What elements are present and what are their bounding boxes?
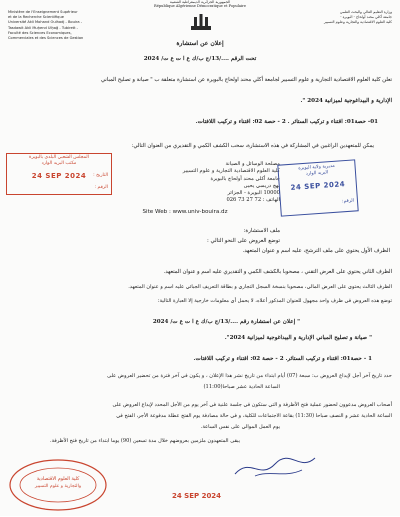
seal-title: كلية العلوم الاقتصادية xyxy=(36,477,80,482)
validity-line: يبقى المتعهدون ملزمين بعروضهم خلال مدة تسعين (90) يوما ابتداء من تاريخ فتح الأظرفة. xyxy=(50,438,240,444)
file-line: توضع العروض على النحو التالي : xyxy=(206,238,280,244)
university-logo-icon xyxy=(190,12,212,32)
header-right-line: كلية العلوم الاقتصادية والتجارية وعلوم التسيير xyxy=(324,20,392,25)
stamp-date-label: التاريخ : xyxy=(93,173,108,178)
stamp-title: مديرية ولاية البويرة xyxy=(298,163,335,172)
envelope-reference: " إعلان عن استشارة رقم ..../13/ج ب/ك ع ا ت ع ت/ 2024 xyxy=(152,319,300,325)
address-line: 10000 البويرة - الجزائر xyxy=(227,190,280,197)
website-link[interactable]: Site Web : www.univ-bouira.dz xyxy=(142,209,228,215)
address-line: مصلحة الوسائل و الصيانة xyxy=(225,161,280,167)
country-fr: République Algérienne Démocratique et Populaire xyxy=(154,4,246,8)
header-left-block xyxy=(8,10,158,41)
date-stamp: 24 SEP 2024 xyxy=(172,492,222,500)
header-left-line: Commerciales et des Sciences de Gestion xyxy=(8,36,84,41)
envelope-lots: 1 - حصة01: اقتناء و تركيب الستائر. 2 - حصة 02: اقتناء و تركيب اللافتات. xyxy=(193,356,372,362)
country-ar: الجمهورية الجزائرية الديمقراطية الشعبية xyxy=(169,0,231,4)
file-line: الظرف الأول يحتوي على ملف الترشح، عليه اسم و عنوان المتعهد. xyxy=(242,248,390,254)
municipal-mail-stamp xyxy=(6,153,112,195)
address-line: الهاتف : 72 27 73 026 xyxy=(226,197,280,204)
withdrawal-address xyxy=(130,161,280,205)
header-left-line: Université Akli Mohand Oulhadj - Bouira - xyxy=(8,20,83,25)
address-line: كلية العلوم الاقتصادية التجارية و علوم التسيير xyxy=(182,168,280,175)
directorate-mail-stamp xyxy=(277,159,358,216)
faculty-seal xyxy=(6,455,110,513)
envelope-subject: " صيانة و تصليح المباني الإدارية و البيداغوجية لميزانية 2024". xyxy=(224,335,372,341)
file-line: الظرف الثاني يحتوي على العرض التقني ، مصحوبا بالكشف الكمي و التقديري عليه اسم و عنوان المتعهد. xyxy=(163,269,392,275)
deadline-line: حدد تاريخ آخر أجل لإيداع العروض ب: سبعة (07) أيام ابتداء من تاريخ نشر هذا الإعلان ، و يكون في آخر فترة من تحضير العروض على xyxy=(107,373,392,379)
header-right-line: جامعة أكلي محند أولحاج - البويرة - xyxy=(340,15,392,20)
deadline-line: الساعة الحادية عشر صباحا(11:00) xyxy=(203,384,280,390)
invitation-text: يمكن للمتعهدين الراغبين في المشاركة في هذه الاستشارة، سحب الكشف الكمي و التقديري من العنوان التالي: xyxy=(131,143,374,149)
header-left-line: Ministère de l'Enseignement Supérieur xyxy=(8,10,78,14)
country-header xyxy=(0,0,400,8)
stamp-subtitle: البريد الوارد xyxy=(305,170,329,177)
file-line: توضع هذه العروض في ظرف واحد مجهول للعنوان المذكور أعلاه، لا يحمل أي معلومات خارجية إلا العبارة التالية: xyxy=(157,298,392,304)
stamp-date: 24 SEP 2024 xyxy=(31,172,87,180)
stamp-subtitle: مكتب البريد الوارد xyxy=(41,161,77,166)
stamp-date: 24 SEP 2024 xyxy=(290,180,346,192)
intro-line: الإدارية و البيداغوجية لميزانية 2024 ". xyxy=(300,98,392,104)
stamp-number-label: الرقم: xyxy=(341,198,355,205)
address-line: جامعة أكلي محند أولحاج بالبويرة xyxy=(210,175,280,182)
header-left-line: et de la Recherche Scientifique xyxy=(8,15,64,20)
opening-line: أصحاب العروض مدعوون لحضور عملية فتح الأظرفة و التي ستكون في جلسة علنية في آخر يوم من الأجل المحدد لإيداع العروض على xyxy=(112,402,392,408)
file-heading: ملف الاستشارة: xyxy=(243,228,280,234)
signature-icon xyxy=(230,452,320,482)
file-line: الظرف الثالث يحتوي على العرض المالي، مصحوبا بنسخة السجل التجاري و بطاقة التعريف الجبائي عليه اسم و عنوان المتعهد. xyxy=(128,284,392,290)
announcement-title: إعلان عن استشارة xyxy=(176,40,224,47)
seal-subtitle: والتجارية و علوم التسيير xyxy=(34,484,82,489)
intro-line: تعلن كلية العلوم الاقتصادية التجارية و علوم التسيير لجامعة أكلي محند اولحاج بالبويرة عن استشارة متعلقة ب " صيانة و تصليح المباني xyxy=(100,77,392,83)
header-left-line: Faculté des Sciences Economiques, xyxy=(8,30,72,35)
opening-line: يوم العمل الموالي على نفس الساعة. xyxy=(200,424,280,430)
reference-number: تحت الرقم ..../13/ج ب/ك ع ا ت ع ت/ 2024 xyxy=(143,56,257,62)
opening-line: الساعة الحادية عشر و النصف صباحا (11:30) بقاعة الاجتماعات للكلية، و في حالة مصادفة يوم الفتح عطلة مدفوعة الأجر، الفتح في xyxy=(116,413,392,419)
lots-list: 01- حصة01: اقتناء و تركيب الستائر . 2 - حصة 02: اقتناء و تركيب اللافتات. xyxy=(195,119,378,125)
address-line: نهج دريسي يحيى xyxy=(243,182,280,189)
stamp-number-label: الرقم : xyxy=(94,185,108,190)
header-left-line: Tasdawit Akli Muḥend Ulḥağ - Tubirett - xyxy=(8,25,78,30)
stamp-title: المجلس الشعبي البلدي بالبويرة xyxy=(29,155,89,160)
header-right-block xyxy=(222,10,392,26)
header-right-line: وزارة التعليم العالي والبحث العلمي xyxy=(339,10,392,14)
